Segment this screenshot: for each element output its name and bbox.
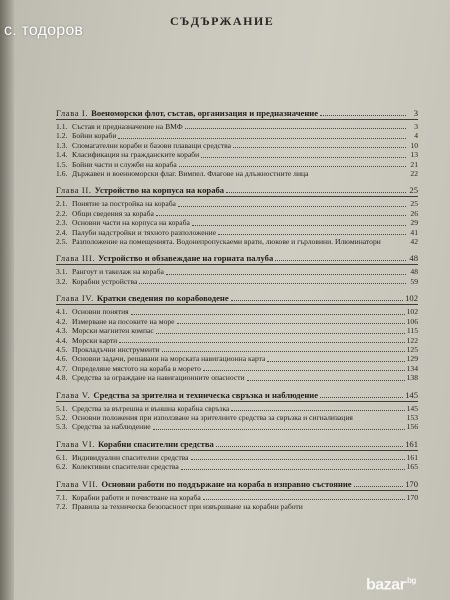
entry-title: Средства за вътрешна и външна корабна свръзка <box>72 403 230 413</box>
toc-entry <box>56 169 418 178</box>
entry-title: Средства за наблюдение <box>72 422 151 432</box>
dot-leader <box>191 459 405 460</box>
entry-page-number: 48 <box>410 267 418 277</box>
chapter-page-number: 3 <box>413 108 418 118</box>
entry-title: Правила за техническа безопасност при извършване на корабни работи <box>72 501 303 511</box>
dot-leader <box>192 225 406 226</box>
toc-chapter <box>56 253 418 286</box>
entry-page-number: 156 <box>406 422 418 432</box>
entry-page-number: 22 <box>410 169 418 179</box>
entry-title: Измерване на посоките на море <box>72 316 175 326</box>
toc-entry <box>56 218 418 227</box>
dot-leader <box>178 206 406 207</box>
entry-title: Средства за ограждане на навигационните опасности <box>72 373 245 383</box>
chapter-heading <box>56 479 418 491</box>
entry-title: Спомагателни кораби и базови плаващи средства <box>72 140 232 150</box>
entry-title: Класификация на гражданските кораби <box>72 150 200 160</box>
bazar-logo-watermark <box>366 576 444 598</box>
chapter-title: Военоморски флот, състав, организация и предназначение <box>91 108 319 118</box>
chapter-heading <box>56 253 418 265</box>
dot-leader <box>354 486 404 487</box>
entry-number: 2.3. <box>56 218 68 228</box>
chapter-page-number: 145 <box>405 389 418 400</box>
entry-page-number: 41 <box>410 227 418 237</box>
entry-title: Държавен и военноморски флаг. Вимпел. Флагове на длъжностните лица <box>72 169 309 179</box>
toc-entry <box>56 345 418 354</box>
entry-page-number: 153 <box>406 412 418 422</box>
entry-page-number: 115 <box>406 326 418 336</box>
entry-page-number: 26 <box>410 208 418 218</box>
toc-entry <box>56 453 418 462</box>
entry-page-number: 13 <box>410 150 418 160</box>
entry-title: Общи сведения за кораба <box>72 208 154 218</box>
dot-leader <box>203 370 405 371</box>
entry-number: 4.8. <box>56 373 68 383</box>
entry-page-number: 59 <box>410 276 418 286</box>
entry-number: 5.3. <box>56 422 68 432</box>
entry-number: 2.1. <box>56 199 68 209</box>
dot-leader <box>201 157 406 158</box>
entry-title: Понятие за постройка на кораба <box>72 199 176 209</box>
chapter-page-number: 48 <box>409 253 418 264</box>
chapter-title: Устройство и обзавеждане на горната палуба <box>98 253 274 264</box>
dot-leader <box>156 215 406 216</box>
chapter-title: Корабни спасителни средства <box>97 438 214 449</box>
dot-leader <box>162 351 405 352</box>
author-watermark: с. тодоров <box>4 22 84 39</box>
toc-entry <box>56 131 418 140</box>
chapter-heading <box>56 390 418 402</box>
entry-title: Състав и предназначение на ВМФ <box>72 122 183 131</box>
chapter-title: Средства за зрителна и техническа свръзка и наблюдение <box>93 389 319 400</box>
toc-entry <box>56 277 418 286</box>
entry-title: Колективни спасителни средства <box>72 462 179 472</box>
entry-number: 1.4. <box>56 150 68 160</box>
toc-entry <box>56 462 418 471</box>
dot-leader <box>153 429 405 430</box>
chapter-heading <box>56 293 418 305</box>
entry-title: Основни понятия <box>72 307 129 317</box>
entry-number: 5.2. <box>56 412 68 422</box>
dot-leader <box>119 342 404 343</box>
book-spine <box>0 0 14 600</box>
chapter-page-number: 25 <box>409 185 418 196</box>
entry-title: Определяне мястото на кораба в морето <box>72 363 201 373</box>
entry-title: Морски магнитен компас <box>72 326 154 336</box>
toc-chapter <box>56 108 418 178</box>
chapter-page-number: 102 <box>405 293 418 304</box>
dot-leader <box>275 260 406 261</box>
chapter-title: Устройство на корпуса на кораба <box>94 185 225 196</box>
entry-title: Основни положения при използване на зрителните средства за свръзка и сигнализация <box>72 412 353 422</box>
entry-number: 1.5. <box>56 159 68 169</box>
chapter-heading <box>56 185 418 197</box>
bazar-logo-text: bazar <box>366 576 406 594</box>
dot-leader <box>203 499 405 500</box>
chapter-heading <box>56 439 418 451</box>
dot-leader <box>166 274 406 275</box>
chapter-page-number: 170 <box>405 478 418 489</box>
dot-leader <box>139 283 406 284</box>
chapter-page-number: 161 <box>405 438 418 449</box>
entry-number: 2.5. <box>56 237 68 247</box>
entry-title: Морски карти <box>72 335 118 345</box>
entry-number: 1.6. <box>56 169 68 179</box>
entry-page-number: 4 <box>414 131 418 141</box>
entry-number: 4.1. <box>56 307 68 317</box>
toc-entry <box>56 493 418 502</box>
entry-number: 6.2. <box>56 462 68 472</box>
toc-entry <box>56 422 418 431</box>
dot-leader <box>267 361 404 362</box>
table-of-contents <box>56 108 418 518</box>
toc-entry <box>56 502 418 511</box>
chapter-heading <box>56 108 418 120</box>
dot-leader <box>156 333 405 334</box>
chapter-number: Глава V. <box>56 389 91 400</box>
dot-leader <box>181 469 405 470</box>
entry-title: Индивидуални спасителни средства <box>72 452 189 462</box>
entry-number: 4.4. <box>56 335 68 345</box>
entry-page-number: 161 <box>406 452 418 462</box>
chapter-number: Глава VI. <box>56 438 95 449</box>
dot-leader <box>118 138 406 139</box>
entry-page-number: 138 <box>406 373 418 383</box>
entry-title: Бойни кораби <box>72 131 117 141</box>
entry-number: 4.3. <box>56 326 68 336</box>
entry-page-number: 122 <box>406 335 418 345</box>
dot-leader <box>185 128 406 129</box>
entry-page-number: 165 <box>406 462 418 472</box>
toc-entry <box>56 267 418 276</box>
entry-page-number: 134 <box>406 363 418 373</box>
dot-leader <box>320 115 406 116</box>
dot-leader <box>179 166 406 167</box>
entry-number: 4.5. <box>56 344 68 354</box>
entry-number: 3.2. <box>56 276 68 286</box>
entry-page-number: 125 <box>406 344 418 354</box>
toc-entry <box>56 326 418 335</box>
toc-entry <box>56 373 418 382</box>
dot-leader <box>231 300 403 301</box>
dot-leader <box>218 234 406 235</box>
entry-number: 3.1. <box>56 267 68 277</box>
entry-page-number: 10 <box>410 140 418 150</box>
dot-leader <box>177 323 405 324</box>
entry-title: Палуби надстройки и тяхното разположение <box>72 227 217 237</box>
chapter-number: Глава III. <box>56 253 96 264</box>
dot-leader <box>131 314 405 315</box>
entry-page-number: 170 <box>406 492 418 502</box>
chapter-number: Глава I. <box>56 108 89 118</box>
entry-title: Основни части на корпуса на кораба <box>72 218 190 228</box>
entry-page-number: 3 <box>414 122 418 131</box>
entry-page-number: 102 <box>406 307 418 317</box>
toc-chapter <box>56 439 418 472</box>
chapter-number: Глава IV. <box>56 293 94 304</box>
entry-page-number: 42 <box>410 237 418 247</box>
toc-entry <box>56 141 418 150</box>
toc-chapter <box>56 390 418 432</box>
chapter-title: Основни работи по поддържане на кораба в изправно състояние <box>101 478 352 489</box>
entry-number: 1.2. <box>56 131 68 141</box>
toc-entry <box>56 364 418 373</box>
toc-entry <box>56 122 418 131</box>
chapter-number: Глава II. <box>56 185 92 196</box>
bazar-logo-suffix: .bg <box>405 576 416 585</box>
entry-number: 2.4. <box>56 227 68 237</box>
entry-number: 1.1. <box>56 122 68 131</box>
toc-entry <box>56 209 418 218</box>
toc-entry <box>56 307 418 316</box>
entry-page-number: 145 <box>406 403 418 413</box>
entry-number: 4.6. <box>56 354 68 364</box>
chapter-number: Глава VII. <box>56 478 99 489</box>
toc-entry <box>56 336 418 345</box>
entry-number: 1.3. <box>56 140 68 150</box>
toc-chapter <box>56 185 418 246</box>
entry-page-number: 129 <box>406 354 418 364</box>
entry-title: Основни задачи, решавани на морската навигационна карта <box>72 354 266 364</box>
toc-chapter <box>56 479 418 512</box>
entry-number: 7.2. <box>56 501 68 511</box>
entry-title: Бойни части и служби на кораба <box>72 159 177 169</box>
entry-number: 7.1. <box>56 492 68 502</box>
dot-leader <box>226 192 406 193</box>
entry-page-number: 29 <box>410 218 418 228</box>
entry-number: 2.2. <box>56 208 68 218</box>
toc-entry <box>56 150 418 159</box>
toc-chapter <box>56 293 418 382</box>
dot-leader <box>216 446 403 447</box>
toc-entry <box>56 160 418 169</box>
entry-number: 4.2. <box>56 316 68 326</box>
page-title: СЪДЪРЖАНИЕ <box>170 14 275 28</box>
entry-number: 5.1. <box>56 403 68 413</box>
toc-entry <box>56 228 418 237</box>
dot-leader <box>320 397 403 398</box>
entry-number: 6.1. <box>56 452 68 462</box>
entry-page-number: 106 <box>406 316 418 326</box>
dot-leader <box>233 147 406 148</box>
entry-title: Разположение на помещенията. Водонепропускаеми врати, люкове и гърловини. Илюминатори <box>72 237 381 247</box>
toc-entry <box>56 237 418 246</box>
entry-number: 4.7. <box>56 363 68 373</box>
toc-entry <box>56 413 418 422</box>
entry-page-number: 25 <box>410 199 418 209</box>
toc-entry <box>56 199 418 208</box>
toc-entry <box>56 317 418 326</box>
entry-page-number: 21 <box>410 159 418 169</box>
dot-leader <box>247 380 405 381</box>
entry-title: Прокладъчни инструменти <box>72 344 160 354</box>
entry-title: Рангоут и такелаж на кораба <box>72 267 164 277</box>
entry-title: Корабни устройства <box>72 276 138 286</box>
chapter-title: Кратки сведения по корабоводене <box>96 293 229 304</box>
dot-leader <box>231 410 404 411</box>
toc-entry <box>56 354 418 363</box>
toc-entry <box>56 404 418 413</box>
entry-title: Корабни работи и почистване на кораба <box>72 492 201 502</box>
